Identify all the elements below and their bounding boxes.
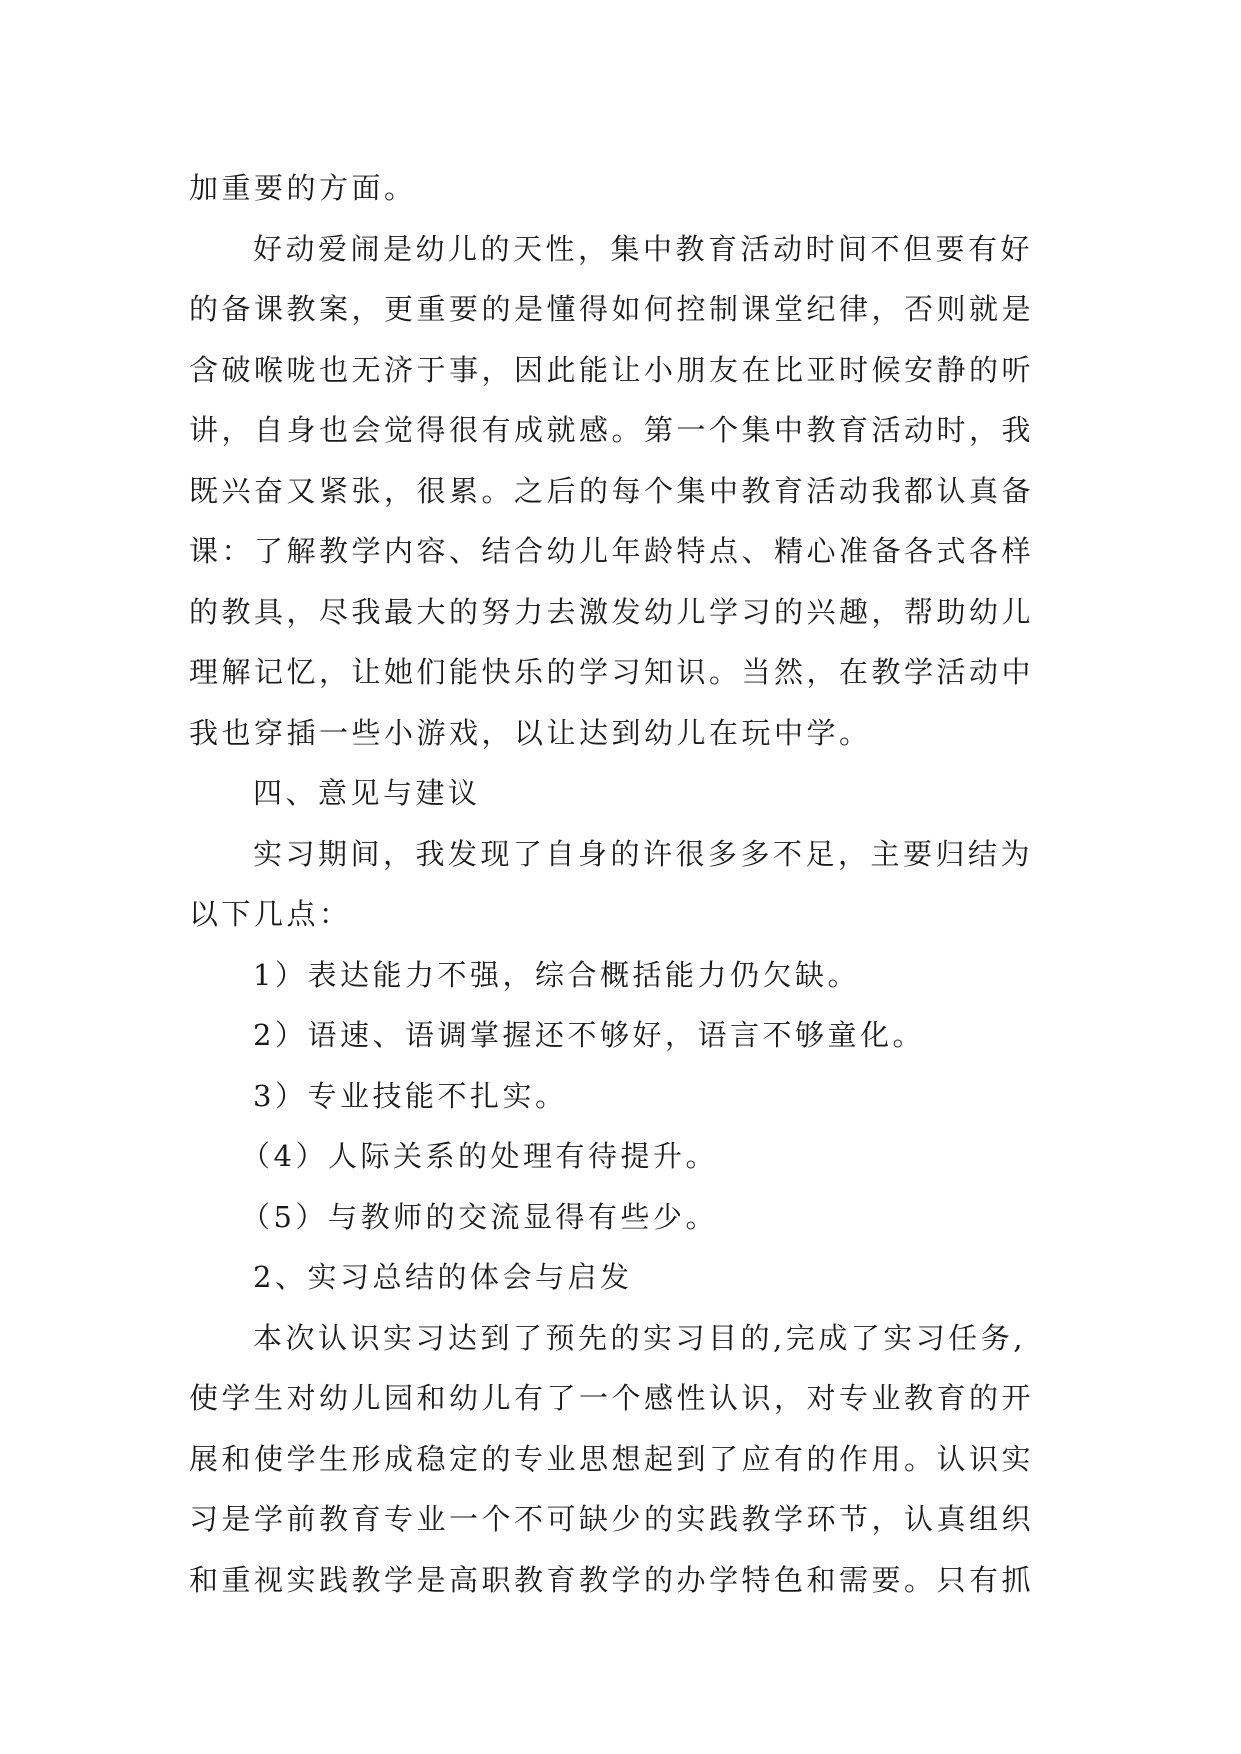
text-line: 好动爱闹是幼儿的天性，集中教育活动时间不但要有好 (253, 231, 1034, 266)
list-item: 1）表达能力不强，综合概括能力仍欠缺。 (253, 957, 860, 992)
text-line: 课：了解教学内容、结合幼儿年龄特点、精心准备各式各样 (189, 534, 1035, 568)
list-item: （5）与教师的交流显得有些少。 (241, 1199, 718, 1234)
text-line: 实习期间，我发现了自身的许很多多不足，主要归结为 (253, 836, 1034, 871)
text-line: 既兴奋又紧张，很累。之后的每个集中教育活动我都认真备 (189, 473, 1035, 508)
text-line: 习是学前教育专业一个不可缺少的实践教学环节，认真组织 (189, 1502, 1035, 1536)
body-text (189, 158, 1059, 1610)
list-item: （4）人际关系的处理有待提升。 (241, 1139, 718, 1173)
list-item: 3）专业技能不扎实。 (253, 1078, 568, 1113)
text-line: 的备课教案，更重要的是懂得如何控制课堂纪律，否则就是 (189, 292, 1035, 326)
text-line: 和重视实践教学是高职教育教学的办学特色和需要。只有抓 (189, 1562, 1035, 1597)
text-line: 以下几点： (189, 897, 352, 931)
section-heading: 2、实习总结的体会与启发 (253, 1260, 633, 1294)
text-line: 展和使学生形成稳定的专业思想起到了应有的作用。认识实 (189, 1441, 1035, 1476)
text-line: 理解记忆，让她们能快乐的学习知识。当然，在教学活动中 (189, 655, 1035, 689)
text-line: 讲，自身也会觉得很有成就感。第一个集中教育活动时，我 (189, 413, 1035, 447)
text-line: 我也穿插一些小游戏，以让达到幼儿在玩中学。 (189, 715, 872, 750)
text-line: 含破喉咙也无济于事，因此能让小朋友在比亚时候安静的听 (189, 352, 1035, 387)
list-item: 2）语速、语调掌握还不够好，语言不够童化。 (253, 1018, 925, 1052)
text-line: 使学生对幼儿园和幼儿有了一个感性认识，对专业教育的开 (189, 1381, 1035, 1415)
section-heading: 四、意见与建议 (253, 776, 481, 810)
text-line: 的教具，尽我最大的努力去激发幼儿学习的兴趣，帮助幼儿 (189, 594, 1035, 629)
text-line: 加重要的方面。 (189, 171, 417, 205)
text-line: 本次认识实习达到了预先的实习目的,完成了实习任务, (253, 1320, 1026, 1355)
